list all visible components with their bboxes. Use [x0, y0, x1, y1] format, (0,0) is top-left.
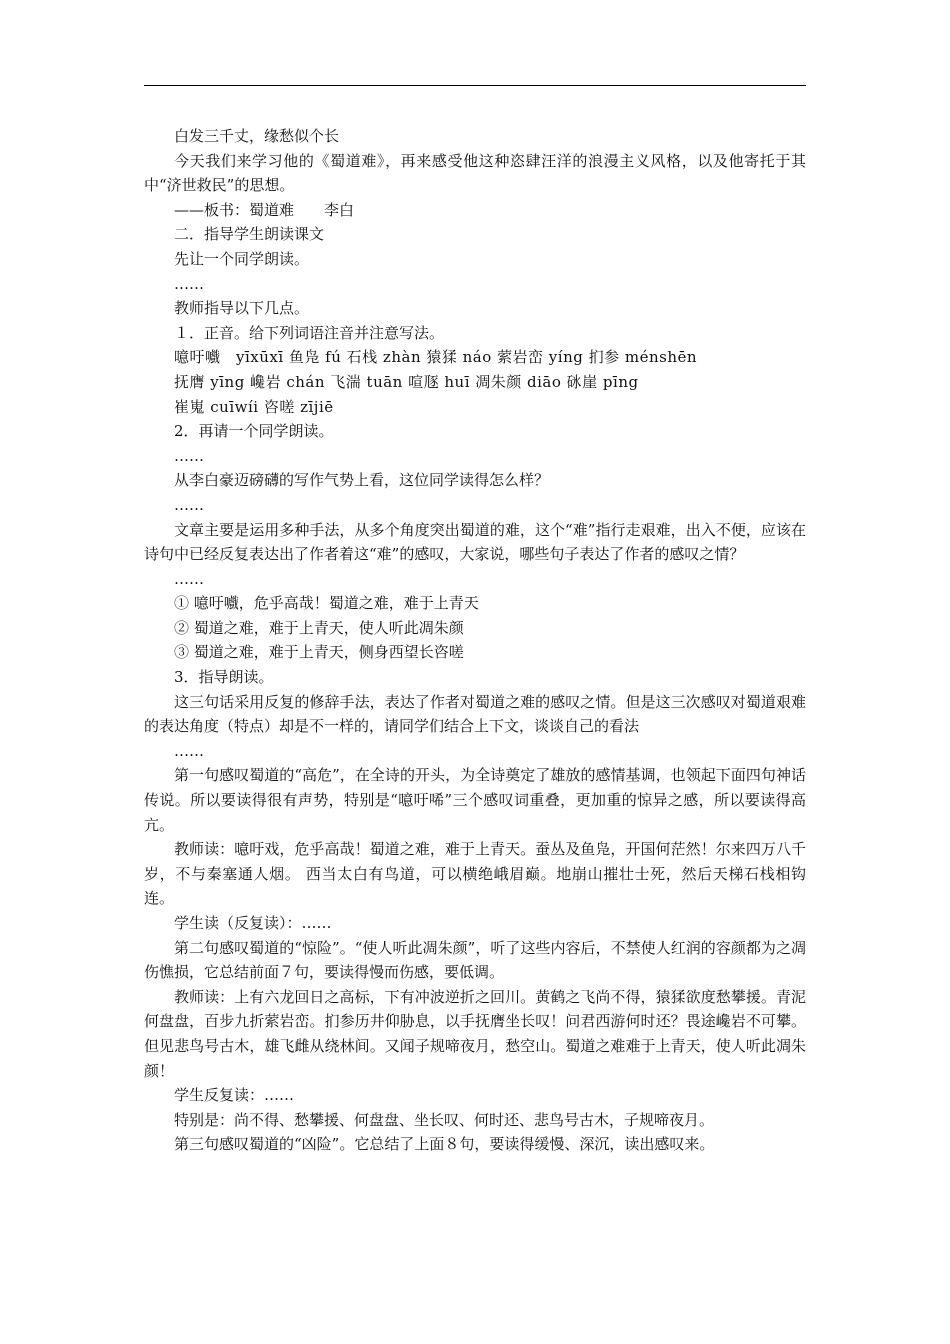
paragraph: 白发三千丈，缘愁似个长 — [174, 127, 340, 145]
paragraph: …… — [174, 495, 204, 514]
paragraph: 第三句感叹蜀道的“凶险”。它总结了上面８句，要读得缓慢、深沉，读出感叹来。 — [174, 1135, 715, 1154]
paragraph: 学生反复读：…… — [174, 1086, 295, 1105]
pinyin-line: 抚膺 yīng 巉岩 chán 飞湍 tuān 喧豗 huī 凋朱颜 diāo 砯崖 pīng — [174, 372, 639, 391]
paragraph: 学生读（反复读）：…… — [174, 914, 332, 932]
quote-line: ② 蜀道之难，难于上青天，使人听此凋朱颜 — [174, 618, 464, 637]
paragraph: 教师指导以下几点。 — [174, 299, 310, 318]
paragraph: …… — [174, 446, 204, 465]
document-body — [144, 124, 806, 1157]
header-rule — [144, 85, 806, 86]
paragraph: 从李白豪迈磅礴的写作气势上看，这位同学读得怎么样？ — [174, 471, 550, 490]
paragraph: 今天我们来学习他的《蜀道难》，再来感受他这种恣肆汪洋的浪漫主义风格，以及他寄托于其中“济世救民”的思想。 — [144, 151, 806, 195]
paragraph: …… — [174, 741, 204, 760]
paragraph: 2．再请一个同学朗读。 — [174, 422, 334, 441]
paragraph: 第二句感叹蜀道的“惊险”。“使人听此凋朱颜”，听了这些内容后，不禁使人红润的容颜都为之凋伤憔损，它总结前面７句，要读得慢而伤感，要低调。 — [144, 938, 806, 982]
paragraph: 教师读：噫吁戏，危乎高哉！蜀道之难，难于上青天。蚕丛及鱼凫，开国何茫然！尔来四万八千岁，不与秦塞通人烟。 西当太白有鸟道，可以横绝峨眉巅。地崩山摧壮士死，然后天梯石栈相钩连。 — [144, 840, 806, 908]
quote-line: ① 噫吁嚱，危乎高哉！蜀道之难，难于上青天 — [174, 594, 479, 613]
pinyin-line: 崔嵬 cuīwíi 咨嗟 zījiē — [174, 397, 334, 416]
paragraph: …… — [174, 569, 204, 588]
paragraph: 先让一个同学朗读。 — [174, 249, 310, 268]
quote-line: ③ 蜀道之难，难于上青天，侧身西望长咨嗟 — [174, 643, 464, 662]
paragraph: 教师读：上有六龙回日之高标，下有冲波逆折之回川。黄鹤之飞尚不得，猿猱欲度愁攀援。青泥何盘盘，百步九折萦岩峦。扪参历井仰胁息，以手抚膺坐长叹！问君西游何时还？畏途巉岩不可攀。但见悲鸟号古木，雄飞雌从绕林间。又闻子规啼夜月，愁空山。蜀道之难难于上青天，使人听此凋朱颜！ — [144, 987, 806, 1080]
pinyin-line: 噫吁嚱 yīxūxī 鱼凫 fú 石栈 zhàn 猿猱 náo 萦岩峦 yíng 扪参 ménshēn — [174, 348, 698, 367]
paragraph: …… — [174, 274, 204, 293]
paragraph: 二．指导学生朗读课文 — [174, 225, 325, 244]
paragraph: １．正音。给下列词语注音并注意写法。 — [174, 323, 445, 342]
paragraph: 这三句话采用反复的修辞手法，表达了作者对蜀道之难的感叹之情。但是这三次感叹对蜀道艰难的表达角度（特点）却是不一样的，请同学们结合上下文，谈谈自己的看法 — [144, 692, 806, 736]
paragraph: ——板书：蜀道难 李白 — [174, 200, 355, 219]
paragraph: 文章主要是运用多种手法，从多个角度突出蜀道的难，这个“难”指行走艰难，出入不便，应该在诗句中已经反复表达出了作者着这“难”的感叹，大家说，哪些句子表达了作者的感叹之情？ — [144, 520, 806, 564]
paragraph: 3．指导朗读。 — [174, 668, 274, 687]
paragraph: 第一句感叹蜀道的“高危”，在全诗的开头，为全诗奠定了雄放的感情基调，也领起下面四句神话传说。所以要读得很有声势，特别是“噫吁唏”三个感叹词重叠，更加重的惊异之感，所以要读得高亢。 — [144, 766, 806, 834]
paragraph: 特别是：尚不得、愁攀援、何盘盘、坐长叹、何时还、悲鸟号古木，子规啼夜月。 — [174, 1110, 715, 1129]
